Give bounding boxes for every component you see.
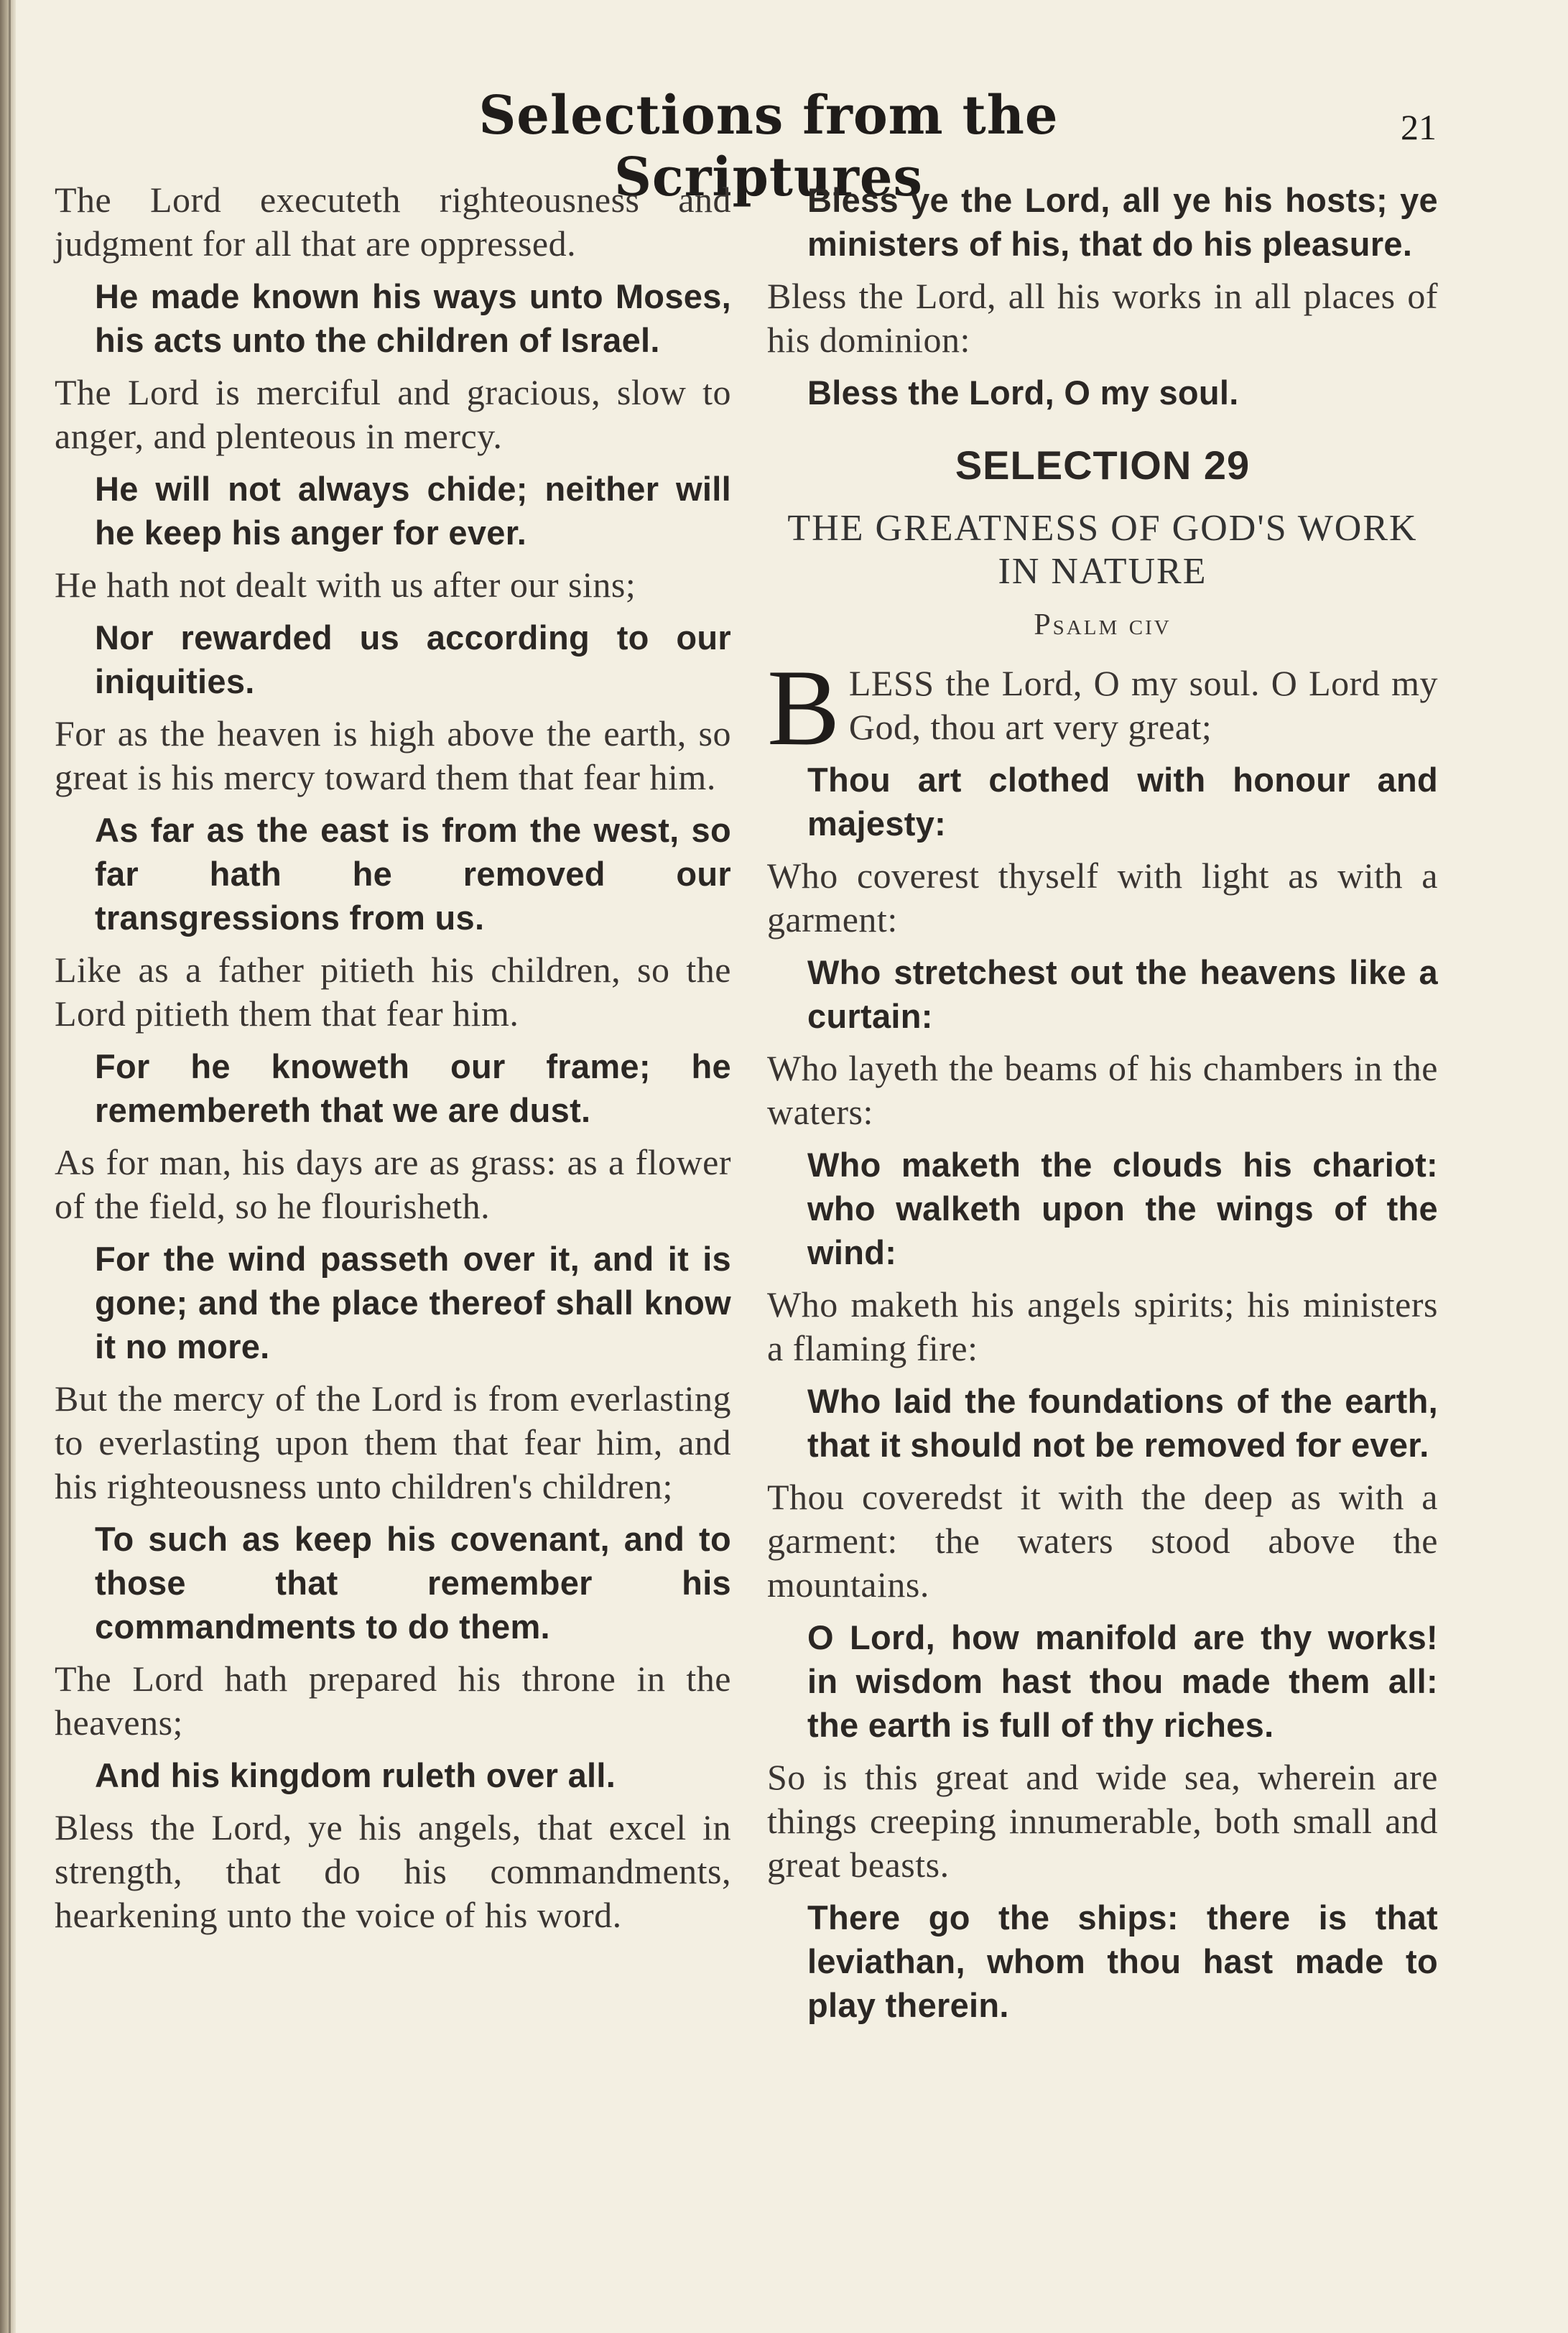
- verse: Who layeth the beams of his chambers in the waters:: [767, 1048, 1438, 1132]
- verse: As for man, his days are as grass: as a flower of the field, so he flourisheth.: [55, 1142, 731, 1226]
- verse: He made known his ways unto Moses, his acts unto the children of Israel.: [95, 277, 731, 359]
- verse: Bless the Lord, ye his angels, that excel in strength, that do his commandments, hearkening unto the voice of his word.: [55, 1807, 731, 1935]
- selection-heading: SELECTION 29: [955, 442, 1251, 488]
- verse: Like as a father pitieth his children, so the Lord pitieth them that fear him.: [55, 950, 731, 1034]
- drop-cap-letter: B: [767, 647, 840, 768]
- verse: He will not always chide; neither will he keep his anger for ever.: [95, 470, 731, 552]
- verse: He hath not dealt with us after our sins;: [55, 565, 636, 605]
- page-header: [0, 85, 1568, 208]
- verse: Nor rewarded us according to our iniquities.: [95, 618, 731, 700]
- verse: Thou coveredst it with the deep as with a garment: the waters stood above the mountains.: [767, 1477, 1438, 1605]
- selection-subtitle: THE GREATNESS OF GOD'S WORK IN NATURE: [787, 508, 1418, 592]
- verse: Bless the Lord, all his works in all places of his dominion:: [767, 276, 1438, 360]
- verse: Who coverest thyself with light as with a garment:: [767, 855, 1438, 940]
- book-binding-edge: [0, 0, 16, 2333]
- verse: But the mercy of the Lord is from everlasting to everlasting upon them that fear him, and his righteousness unto children's children;: [55, 1378, 731, 1506]
- verse: O Lord, how manifold are thy works! in wisdom hast thou made them all: the earth is full of thy riches.: [807, 1618, 1438, 1744]
- verse: For as the heaven is high above the earth, so great is his mercy toward them that fear him.: [55, 713, 731, 797]
- psalm-reference: Psalm civ: [1034, 608, 1172, 641]
- verse: Who stretchest out the heavens like a curtain:: [807, 953, 1438, 1035]
- binding-gutter-line: [9, 0, 11, 2333]
- left-column: [55, 178, 731, 1946]
- verse: The Lord executeth righteousness and judgment for all that are oppressed.: [55, 180, 731, 264]
- opening-verse: [767, 647, 1438, 768]
- verse: And his kingdom ruleth over all.: [95, 1756, 616, 1794]
- page-number: 21: [1401, 107, 1437, 147]
- verse: Who laid the foundations of the earth, that it should not be removed for ever.: [807, 1382, 1438, 1464]
- verse: Bless the Lord, O my soul.: [807, 374, 1239, 412]
- verse: Thou art clothed with honour and majesty:: [807, 761, 1438, 843]
- verse: To such as keep his covenant, and to those that remember his commandments to do them.: [95, 1520, 731, 1646]
- verse: The Lord hath prepared his throne in the heavens;: [55, 1659, 731, 1743]
- verse: Who maketh his angels spirits; his ministers a flaming fire:: [767, 1284, 1438, 1368]
- verse: So is this great and wide sea, wherein are things creeping innumerable, both small and great beasts.: [767, 1757, 1438, 1885]
- verse: For the wind passeth over it, and it is gone; and the place thereof shall know it no more.: [95, 1240, 731, 1365]
- verse: As far as the east is from the west, so far hath he removed our transgressions from us.: [95, 811, 731, 937]
- verse: The Lord is merciful and gracious, slow to anger, and plenteous in mercy.: [55, 372, 731, 456]
- verse: Who maketh the clouds his chariot: who walketh upon the wings of the wind:: [807, 1146, 1438, 1271]
- opening-verse-text: LESS the Lord, O my soul. O Lord my God, thou art very great;: [848, 663, 1438, 747]
- running-title: Selections from the Scriptures: [478, 85, 1059, 208]
- verse: Bless ye the Lord, all ye his hosts; ye ministers of his, that do his pleasure.: [807, 181, 1438, 263]
- verse: There go the ships: there is that leviathan, whom thou hast made to play therein.: [807, 1898, 1438, 2024]
- right-column: [767, 178, 1438, 2036]
- verse: For he knoweth our frame; he remembereth that we are dust.: [95, 1047, 731, 1129]
